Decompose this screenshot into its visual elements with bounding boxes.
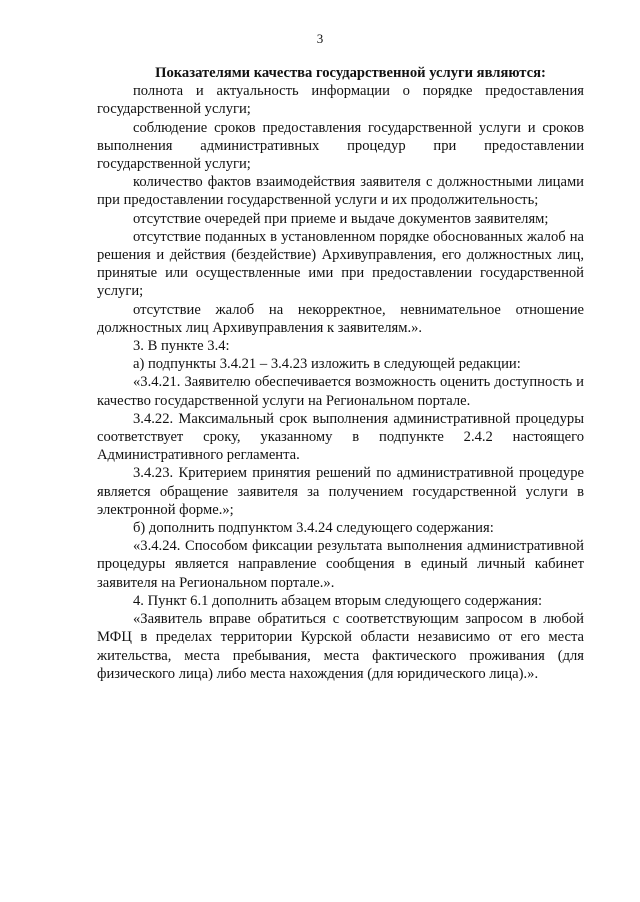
paragraph: а) подпункты 3.4.21 – 3.4.23 изложить в следующей редакции: [133, 356, 521, 373]
paragraph: отсутствие очередей при приеме и выдаче документов заявителям; [133, 210, 549, 227]
paragraph: количество фактов взаимодействия заявителя с должностными лицами при предоставлении государственной услуги и их продолжительность; [97, 174, 584, 209]
paragraph: б) дополнить подпунктом 3.4.24 следующего содержания: [133, 520, 494, 537]
paragraph: отсутствие поданных в установленном порядке обоснованных жалоб на решения и действия (бездействие) Архивуправления, его должностных лиц, принятые или осуществленные ими при предоставлении государственной услуги; [97, 228, 584, 300]
paragraph: «3.4.21. Заявителю обеспечивается возможность оценить доступность и качество государственной услуги на Региональном портале. [97, 374, 584, 409]
page-number: 3 [316, 31, 324, 46]
paragraph: «3.4.24. Способом фиксации результата выполнения административной процедуры является направление сообщения в единый личный кабинет заявителя на Региональном портале.». [97, 538, 584, 591]
paragraph: соблюдение сроков предоставления государственной услуги и сроков выполнения административных процедур при предоставлении государственной услуги; [97, 119, 584, 173]
document-body [97, 64, 584, 683]
paragraph: 3. В пункте 3.4: [133, 338, 230, 355]
section-heading: Показателями качества государственной услуги являются: [155, 65, 546, 81]
paragraph: 3.4.23. Критерием принятия решений по административной процедуре является обращение заявителя за получением государственной услуги в электронной форме.»; [97, 465, 584, 518]
paragraph: отсутствие жалоб на некорректное, невнимательное отношение должностных лиц Архивуправления к заявителям.». [97, 301, 584, 336]
paragraph: 4. Пункт 6.1 дополнить абзацем вторым следующего содержания: [133, 592, 543, 609]
paragraph: «Заявитель вправе обратиться с соответствующим запросом в любой МФЦ в пределах территории Курской области независимо от его места жительства, места пребывания, места фактического проживания (для физического лица) либо места нахождения (для юридического лица).». [97, 611, 584, 682]
paragraph: полнота и актуальность информации о порядке предоставления государственной услуги; [97, 83, 584, 118]
paragraph: 3.4.22. Максимальный срок выполнения административной процедуры соответствует сроку, указанному в подпункте 2.4.2 настоящего Административного регламента. [97, 410, 584, 464]
